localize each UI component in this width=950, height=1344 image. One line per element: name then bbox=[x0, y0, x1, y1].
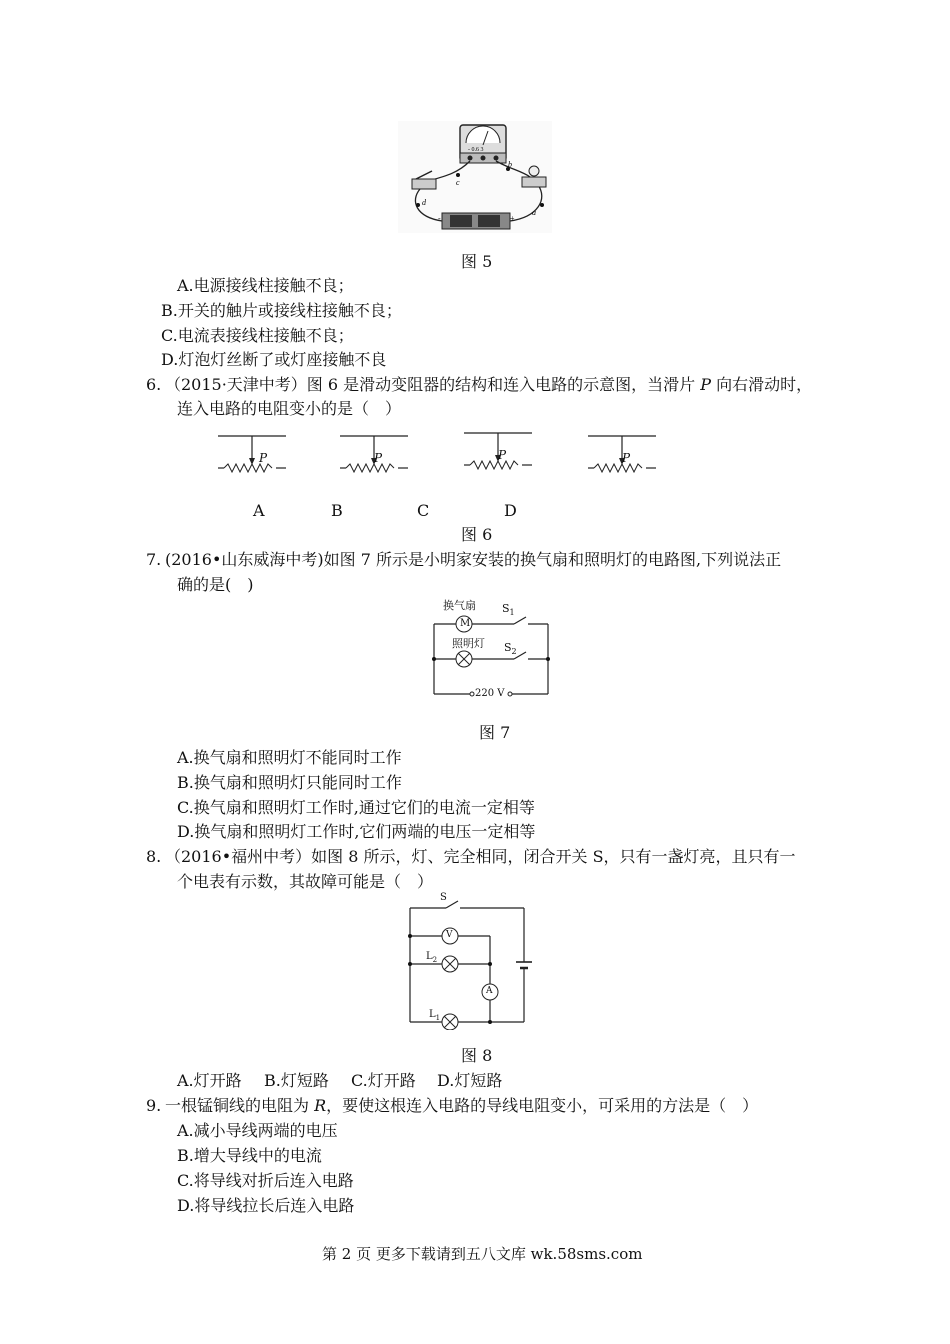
q5-option-b: B.开关的触片或接线柱接触不良； bbox=[161, 301, 402, 320]
point-c: c bbox=[456, 178, 460, 187]
rheostat-p-c: P bbox=[498, 448, 507, 462]
point-a: a bbox=[532, 208, 536, 217]
q6-text-line1: （2015·天津中考）图 6 是滑动变阻器的结构和连入电路的示意图，当滑片 P 向右滑动时， bbox=[165, 375, 813, 394]
q5-option-d: D.灯泡灯丝断了或灯座接触不良 bbox=[161, 350, 387, 369]
figure-7-caption: 图 7 bbox=[479, 723, 511, 742]
q9-option-c: C.将导线对折后连入电路 bbox=[177, 1171, 354, 1190]
q7-option-b: B.换气扇和照明灯只能同时工作 bbox=[177, 773, 402, 792]
q8-option-d: D.灯短路 bbox=[437, 1071, 503, 1090]
fig8-a-label: A bbox=[486, 986, 493, 996]
fig8-l1-label: $L_1$ bbox=[429, 1009, 441, 1022]
q7-option-d: D.换气扇和照明灯工作时,它们两端的电压一定相等 bbox=[177, 822, 536, 841]
q7-text-line2: 确的是( ) bbox=[177, 575, 254, 594]
q6-text-line2: 连入电路的电阻变小的是（ ） bbox=[177, 399, 402, 418]
rheostat-p-a: P bbox=[259, 451, 268, 465]
ammeter-icon bbox=[460, 125, 506, 163]
svg-text:+: + bbox=[510, 214, 515, 223]
q8-option-a: A.灯开路 bbox=[177, 1071, 242, 1090]
q8-text-line2: 个电表有示数，其故障可能是（ ） bbox=[177, 872, 434, 891]
fig7-lamp-label: 照明灯 bbox=[452, 637, 485, 650]
figure-5-caption: 图 5 bbox=[461, 252, 493, 271]
q8-number: 8. bbox=[146, 847, 162, 866]
q9-number: 9. bbox=[146, 1096, 162, 1115]
page-footer: 第 2 页 更多下载请到五八文库 wk.58sms.com bbox=[322, 1245, 643, 1263]
rheostat-p-b: P bbox=[374, 451, 383, 465]
figure-6-caption: 图 6 bbox=[461, 525, 493, 544]
figure-8-caption: 图 8 bbox=[461, 1046, 493, 1065]
fig8-l2-label: $L_2$ bbox=[426, 951, 438, 964]
q6-label-d: D bbox=[504, 501, 517, 520]
fig7-s2-label: $S_2$ bbox=[504, 641, 517, 657]
q6-label-c: C bbox=[417, 501, 430, 520]
figure-7-circuit bbox=[428, 597, 553, 697]
fig7-m-label: M bbox=[460, 618, 471, 629]
figure-6-rheostats bbox=[206, 420, 676, 490]
point-b: b bbox=[508, 160, 512, 169]
figure-5-circuit bbox=[398, 121, 552, 233]
q7-option-a: A.换气扇和照明灯不能同时工作 bbox=[177, 748, 402, 767]
point-d: d bbox=[422, 198, 426, 207]
q6-label-a: A bbox=[253, 501, 265, 520]
svg-text:-: - bbox=[438, 214, 441, 223]
fig7-s1-label: $S_1$ bbox=[502, 602, 515, 618]
q8-option-b: B.灯短路 bbox=[264, 1071, 329, 1090]
meter-terminal-label: - 0.6 3 bbox=[468, 147, 484, 153]
fig8-s-label: S bbox=[440, 892, 447, 903]
q7-text-line1: (2016•山东威海中考)如图 7 所示是小明家安装的换气扇和照明灯的电路图,下列说法正 bbox=[165, 550, 782, 569]
fig7-voltage-label: 220 V bbox=[475, 688, 505, 699]
q9-option-b: B.增大导线中的电流 bbox=[177, 1146, 322, 1165]
rheostat-p-d: P bbox=[622, 451, 631, 465]
q8-option-c: C.灯开路 bbox=[351, 1071, 416, 1090]
battery-icon bbox=[442, 213, 510, 229]
q6-number: 6. bbox=[146, 375, 162, 394]
figure-8-circuit bbox=[404, 898, 532, 1030]
fig8-v-label: V bbox=[446, 930, 453, 940]
q9-option-d: D.将导线拉长后连入电路 bbox=[177, 1196, 355, 1215]
q7-option-c: C.换气扇和照明灯工作时,通过它们的电流一定相等 bbox=[177, 798, 535, 817]
q8-text-line1: （2016•福州中考）如图 8 所示，灯、完全相同，闭合开关 S，只有一盏灯亮，且只有一 bbox=[165, 847, 796, 866]
rheostat-diagram bbox=[218, 436, 286, 472]
q9-option-a: A.减小导线两端的电压 bbox=[177, 1121, 338, 1140]
q9-text-line1: 一根锰铜线的电阻为 R，要使这根连入电路的导线电阻变小，可采用的方法是（ ） bbox=[165, 1096, 759, 1115]
q6-label-b: B bbox=[331, 501, 343, 520]
q5-option-a: A.电源接线柱接触不良； bbox=[177, 276, 354, 295]
fig7-fan-label: 换气扇 bbox=[443, 599, 476, 612]
q7-number: 7. bbox=[146, 550, 162, 569]
q5-option-c: C.电流表接线柱接触不良； bbox=[161, 326, 354, 345]
